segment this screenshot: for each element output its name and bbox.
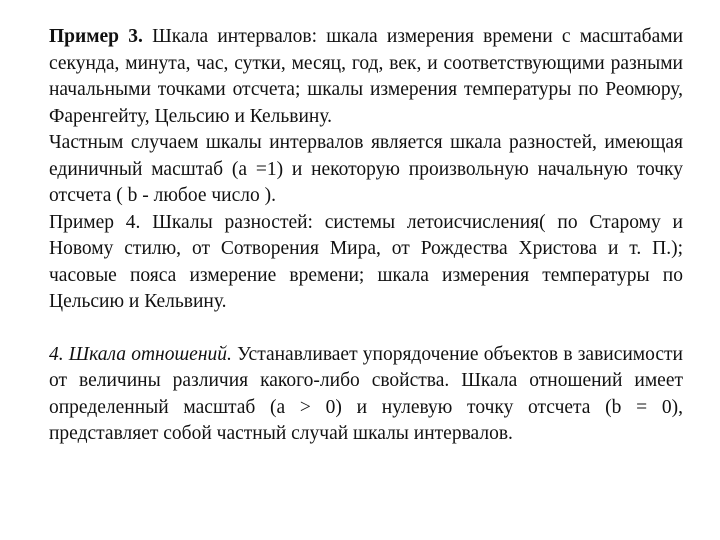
- document-page: [49, 24, 683, 448]
- difference-scale-text: Частным случаем шкалы интервалов является шкала разностей, имеющая единичный масштаб (а =1) и некоторую произвольную начальную точку отсчета ( b - любое число ).: [49, 132, 683, 206]
- ratio-scale-text: Устанавливает упорядочение объектов в зависимости от величины различия какого-либо свойства. Шкала отношений имеет определенный масштаб (а > 0) и нулевую точку отсчета (b = 0), представляет собой частный случай шкалы интервалов.: [49, 343, 683, 444]
- ratio-scale-heading: 4. Шкала отношений.: [49, 343, 232, 365]
- paragraph-spacer: [49, 316, 683, 342]
- example-3-label: Пример 3.: [49, 26, 143, 47]
- paragraph-ratio-scale: [49, 342, 683, 448]
- paragraph-difference-scale: [49, 130, 683, 210]
- example-4-text: Пример 4. Шкалы разностей: системы летоисчисления( по Старому и Новому стилю, от Сотворения Мира, от Рождества Христова и т. П.); часовые пояса измерение времени; шкала измерения температуры по Цельсию и Кельвину.: [49, 211, 683, 312]
- paragraph-example-3: [49, 24, 683, 130]
- paragraph-example-4: [49, 210, 683, 316]
- example-3-text: Шкала интервалов: шкала измерения времени с масштабами секунда, минута, час, сутки, месяц, год, век, и соответствующими разными начальными точками отсчета; шкалы измерения температуры по Реомюру, Фаренгейту, Цельсию и Кельвину.: [49, 26, 684, 127]
